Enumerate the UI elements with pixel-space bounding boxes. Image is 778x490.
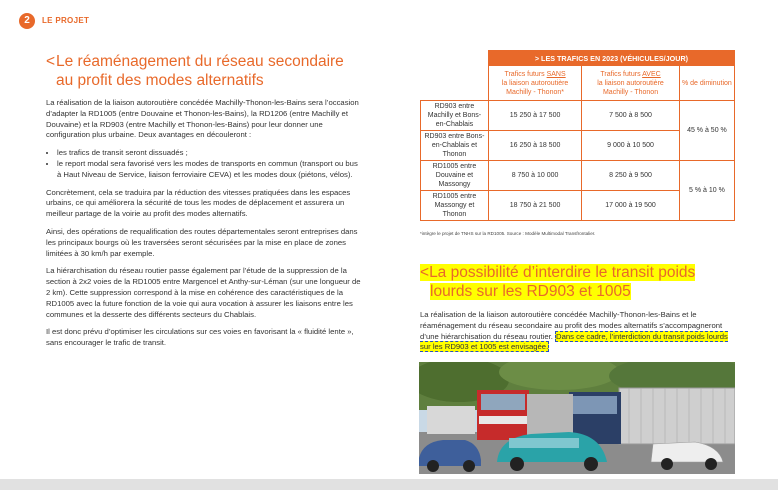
chevron-left-icon: < bbox=[420, 264, 430, 281]
cell-avec: 7 500 à 8 500 bbox=[582, 101, 680, 131]
list-item: • le report modal sera favorisé vers les modes de transports en commun (transport ou bus à Haut Niveau de Service, liaison ferroviaire CEVA) et les modes doux (piétons, vélos). bbox=[57, 159, 364, 181]
highlighted-sentence: Dans ce cadre, l’interdiction du transit poids lourds sur les RD903 et 1005 est envisagée. bbox=[420, 331, 728, 352]
section-label: LE PROJET bbox=[42, 16, 90, 25]
list-item: • les trafics de transit seront dissuadés ; bbox=[57, 148, 364, 159]
cell-sans: 16 250 à 18 500 bbox=[488, 131, 581, 161]
table-row bbox=[421, 161, 735, 191]
cell-sans: 18 750 à 21 500 bbox=[488, 191, 581, 221]
table-header: > LES TRAFICS EN 2023 (VÉHICULES/JOUR) bbox=[488, 51, 734, 66]
chevron-left-icon: < bbox=[46, 53, 56, 70]
cell-avec: 9 000 à 10 500 bbox=[582, 131, 680, 161]
row-label: RD1005 entre Douvaine et Massongy bbox=[421, 161, 489, 191]
page-number-badge: 2 bbox=[19, 13, 35, 29]
table-row bbox=[421, 101, 735, 131]
footer-band bbox=[0, 479, 778, 490]
left-title-line1: Le réaménagement du réseau secondaire bbox=[56, 53, 344, 70]
left-section-title bbox=[46, 52, 386, 90]
right-body bbox=[420, 310, 738, 353]
traffic-table bbox=[420, 50, 735, 221]
row-label: RD903 entre Bons-en-Chablais et Thonon bbox=[421, 131, 489, 161]
table-footnote: *intègre le projet de TNHS sur la RD1005. Source : Modèle Multimodal Transfrontalier. bbox=[420, 231, 596, 236]
cell-diminution: 45 % à 50 % bbox=[679, 101, 734, 161]
column-header-diminution: % de diminution bbox=[679, 66, 734, 101]
row-label: RD903 entre Machilly et Bons-en-Chablais bbox=[421, 101, 489, 131]
right-title-line1: La possibilité d’interdire le transit poids bbox=[429, 264, 696, 281]
paragraph: La réalisation de la liaison autoroutière concédée Machilly-Thonon-les-Bains et le réaménagement du réseau secondaire au profit des modes alternatifs s’accompagneront d’une hiérarchisation du réseau routier. bbox=[420, 310, 723, 341]
cell-avec: 8 250 à 9 500 bbox=[582, 161, 680, 191]
column-header-sans: Trafics futurs SANS la liaison autoroutière Machilly - Thonon* bbox=[488, 66, 581, 101]
traffic-photo bbox=[419, 362, 735, 474]
left-title-line2: au profit des modes alternatifs bbox=[56, 72, 264, 89]
column-header-avec: Trafics futurs AVEC la liaison autoroutière Machilly - Thonon bbox=[582, 66, 680, 101]
paragraph: La réalisation de la liaison autoroutière concédée Machilly-Thonon-les-Bains sera l’occasion d’adapter la RD1005 (entre Douvaine et Thonon-les-Bains), la RD1206 (entre Machilly et Douvaine) et la RD903 (entre Machilly et Thonon-les-Bains) pour leur donner une configuration plus urbaine. Deux avantages en découleront : bbox=[46, 98, 359, 140]
cell-sans: 15 250 à 17 500 bbox=[488, 101, 581, 131]
row-label: RD1005 entre Massongy et Thonon bbox=[421, 191, 489, 221]
paragraph: Concrètement, cela se traduira par la réduction des vitesses pratiquées dans les espaces urbains, ce qui améliorera la sécurité de tous les modes de déplacement et assurera un meilleur partage de la voirie au profit des modes alternatifs. bbox=[46, 187, 351, 219]
cell-avec: 17 000 à 19 500 bbox=[582, 191, 680, 221]
cell-diminution: 5 % à 10 % bbox=[679, 161, 734, 221]
paragraph: Il est donc prévu d’optimiser les circulations sur ces voies en favorisant la « fluidité lente », sans encourager le trafic de transit. bbox=[46, 327, 354, 348]
paragraph: Ainsi, des opérations de requalification des routes départementales seront entreprises dans les principaux bourgs où les traversées seront sécurisées par la mise en place de zones limitées à 30 km/h par exemple. bbox=[46, 226, 358, 258]
cell-sans: 8 750 à 10 000 bbox=[488, 161, 581, 191]
right-title-line2: lourds sur les RD903 et 1005 bbox=[430, 283, 631, 300]
left-body bbox=[46, 98, 364, 356]
right-section-title bbox=[420, 263, 740, 301]
advantages-list bbox=[46, 148, 364, 180]
table-corner bbox=[421, 51, 489, 66]
paragraph: La hiérarchisation du réseau routier passe également par l’étude de la suppression de la section à 2x2 voies de la RD1005 entre Margencel et Anthy-sur-Léman (sur une longueur de 2 km). Cette suppression correspond à la mise en cohérence des caractéristiques de la RD1005 avec la future fonction de la voie qui aura vocation à assurer les liaisons entre les communes et la desserte des différents secteurs du Chablais. bbox=[46, 266, 361, 319]
